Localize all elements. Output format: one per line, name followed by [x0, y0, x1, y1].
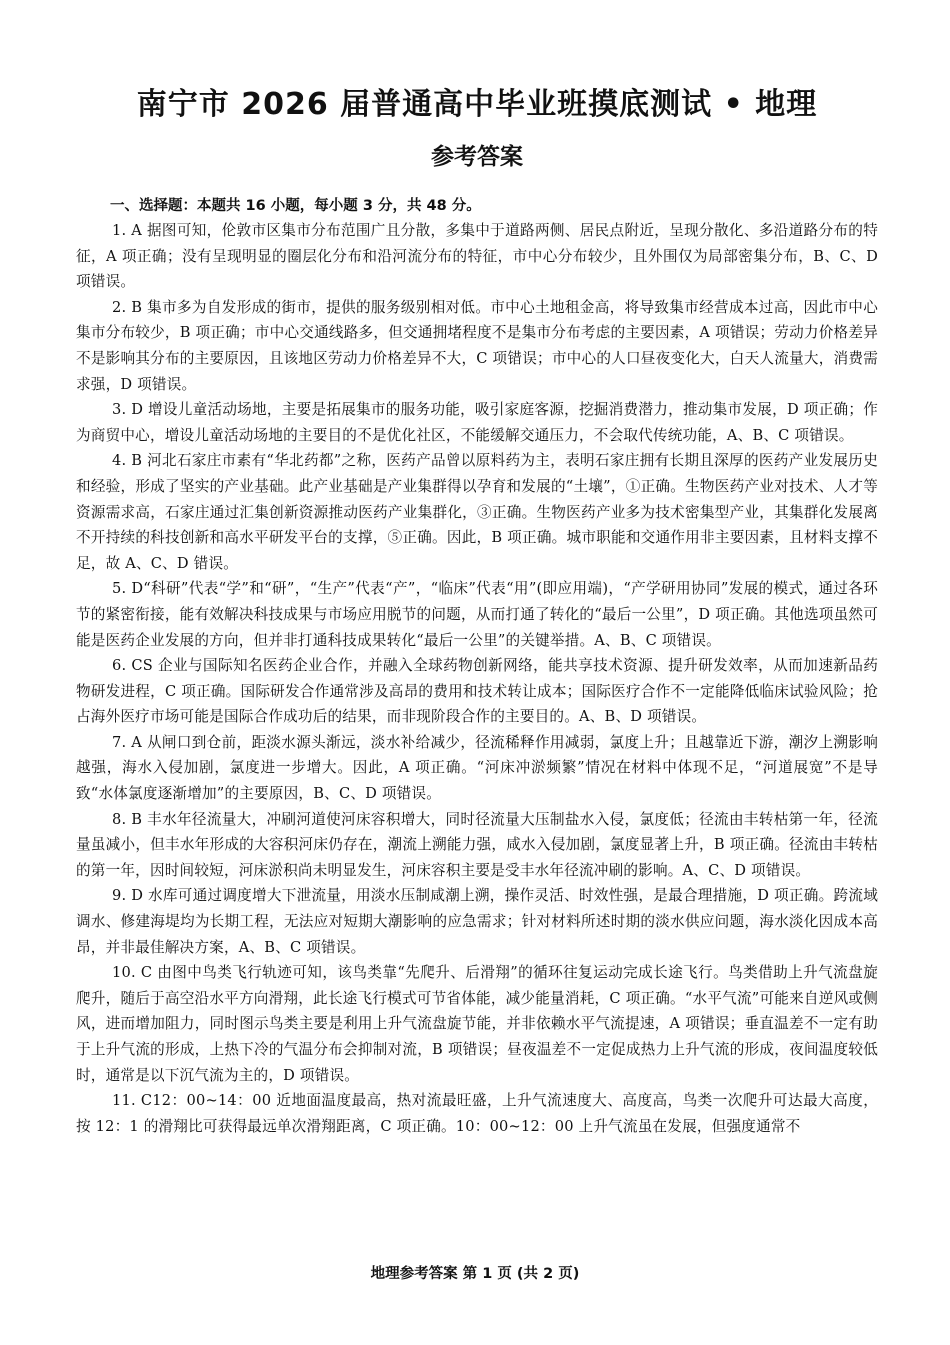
answer-item-4: 4. B 河北石家庄市素有“华北药都”之称，医药产品曾以原料药为主，表明石家庄拥有长期且深厚的医药产业发展历史和经验，形成了坚实的产业基础。此产业基础是产业集群得以孕育和发展的“土壤”，①正确。生物医药产业对技术、人才等资源需求高，石家庄通过汇集创新资源推动医药产业集群化，③正确。生物医药产业多为技术密集型产业，其集群化发展离不开持续的科技创新和高水平研发平台的支撑，⑤正确。因此，B 项正确。城市职能和交通作用非主要因素，且材料支撑不足，故 A、C、D 错误。	[76, 452, 878, 572]
answer-item-1: 1. A 据图可知，伦敦市区集市分布范围广且分散，多集中于道路两侧、居民点附近，呈现分散化、多沿道路分布的特征，A 项正确；没有呈现明显的圈层化分布和沿河流分布的特征，市中心分布较少，且外围仅为局部密集分布，B、C、D 项错误。	[76, 222, 878, 291]
answer-item-5: 5. D“科研”代表“学”和“研”，“生产”代表“产”，“临床”代表“用”(即应用端)，“产学研用协同”发展的模式，通过各环节的紧密衔接，能有效解决科技成果与市场应用脱节的问题，从而打通了转化的“最后一公里”，D 项正确。其他选项虽然可能是医药企业发展的方向，但并非打通科技成果转化“最后一公里”的关键举措。A、B、C 项错误。	[76, 580, 878, 649]
answer-item-9: 9. D 水库可通过调度增大下泄流量，用淡水压制咸潮上溯，操作灵活、时效性强，是最合理措施，D 项正确。跨流域调水、修建海堤均为长期工程，无法应对短期大潮影响的应急需求；针对材料所述时期的淡水供应问题，海水淡化因成本高昂，并非最佳解决方案，A、B、C 项错误。	[76, 887, 878, 956]
page-title: 南宁市 2026 届普通高中毕业班摸底测试 • 地理	[136, 87, 818, 122]
page-footer: 地理参考答案 第 1 页 (共 2 页)	[370, 1266, 580, 1282]
answer-item-6: 6. CS 企业与国际知名医药企业合作，并融入全球药物创新网络，能共享技术资源、提升研发效率，从而加速新品药物研发进程，C 项正确。国际研发合作通常涉及高昂的费用和技术转让成本；国际医疗合作不一定能降低临床试验风险；抢占海外医疗市场可能是国际合作成功后的结果，而非现阶段合作的主要目的。A、B、D 项错误。	[76, 657, 878, 726]
answer-item-2: 2. B 集市多为自发形成的街市，提供的服务级别相对低。市中心土地租金高，将导致集市经营成本过高，因此市中心集市分布较少，B 项正确；市中心交通线路多，但交通拥堵程度不是集市分布考虑的主要因素，A 项错误；劳动力价格差异不是影响其分布的主要原因，且该地区劳动力价格差异不大，C 项错误；市中心的人口昼夜变化大，白天人流量大，消费需求强，D 项错误。	[76, 298, 878, 393]
answer-list	[76, 218, 878, 1139]
answer-item-7: 7. A 从闸口到仓前，距淡水源头渐远，淡水补给减少，径流稀释作用减弱，氯度上升；且越靠近下游，潮汐上溯影响越强，海水入侵加剧，氯度进一步增大。因此，A 项正确。“河床冲淤频繁”情况在材料中体现不足，“河道展宽”不是导致“水体氯度逐渐增加”的主要原因，B、C、D 项错误。	[76, 733, 878, 803]
answer-item-3: 3. D 增设儿童活动场地，主要是拓展集市的服务功能，吸引家庭客源，挖掘消费潜力，推动集市发展，D 项正确；作为商贸中心，增设儿童活动场地的主要目的不是优化社区，不能缓解交通压力，不会取代传统功能，A、B、C 项错误。	[76, 401, 878, 444]
answer-item-10: 10. C 由图中鸟类飞行轨迹可知，该鸟类靠“先爬升、后滑翔”的循环往复运动完成长途飞行。鸟类借助上升气流盘旋爬升，随后于高空沿水平方向滑翔，此长途飞行模式可节省体能，减少能量消耗，C 项正确。“水平气流”可能来自逆风或侧风，进而增加阻力，同时图示鸟类主要是利用上升气流盘旋节能，并非依赖水平气流提速，A 项错误；垂直温差不一定有助于上升气流的形成，上热下冷的气温分布会抑制对流，B 项错误；昼夜温差不一定促成热力上升气流的形成，夜间温度较低时，通常是以下沉气流为主的，D 项错误。	[76, 964, 878, 1084]
answer-item-8: 8. B 丰水年径流量大，冲刷河道使河床容积增大，同时径流量大压制盐水入侵，氯度低；径流由丰转枯第一年，径流量虽减小，但丰水年形成的大容积河床仍存在，潮流上溯能力强，咸水入侵加剧，氯度显著上升，B 项正确。径流由丰转枯的第一年，因时间较短，河床淤积尚未明显发生，河床容积主要是受丰水年径流冲刷的影响。A、C、D 项错误。	[76, 810, 878, 879]
section-heading: 一、选择题：本题共 16 小题，每小题 3 分，共 48 分。	[110, 198, 481, 214]
answer-item-11: 11. C12：00~14：00 近地面温度最高，热对流最旺盛，上升气流速度大、高度高，鸟类一次爬升可达最大高度，按 12：1 的滑翔比可获得最远单次滑翔距离，C 项正确。10：00~12：00 上升气流虽在发展，但强度通常不	[76, 1092, 878, 1135]
page-subtitle: 参考答案	[431, 144, 523, 170]
